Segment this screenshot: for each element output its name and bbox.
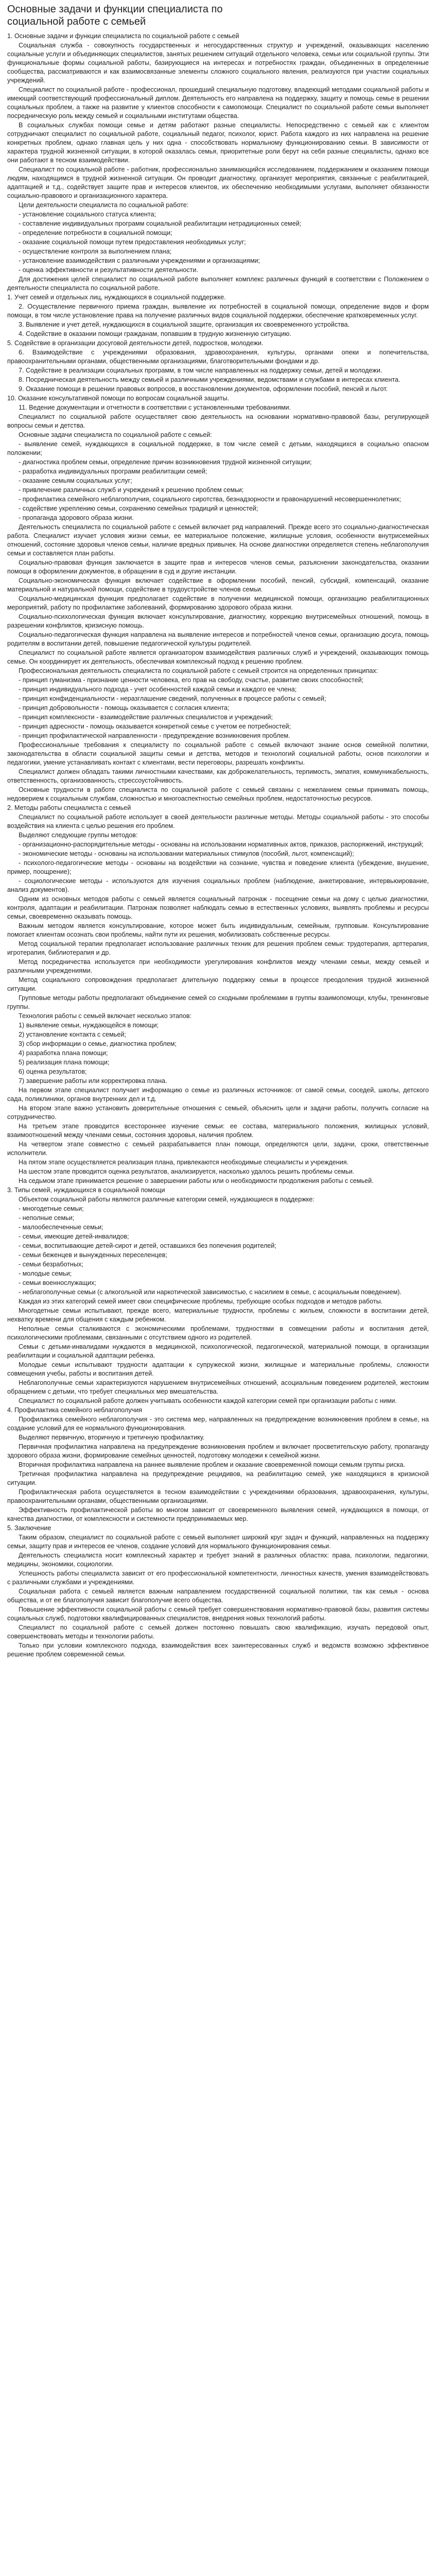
- paragraph: 8. Посредническая деятельность между семьей и различными учреждениями, ведомствами и службами в интересах клиента.: [19, 376, 400, 383]
- paragraph: 9. Оказание помощи в решении правовых вопросов, в восстановлении документов, оформлении пособий, пенсий и льгот.: [19, 385, 388, 393]
- paragraph: - оказание семьям социальных услуг;: [19, 477, 132, 484]
- paragraph: Неблагополучные семьи характеризуются нарушением внутрисемейных отношений, асоциальным поведением родителей, жестоким обращением с детьми, что требует специальных мер вмешательства.: [7, 1379, 429, 1395]
- section-heading: 1. Основные задачи и функции специалиста по социальной работе с семьей: [7, 32, 239, 40]
- paragraph: - установление взаимодействия с различными учреждениями и организациями;: [19, 257, 260, 264]
- paragraph: Профессиональные требования к специалисту по социальной работе с семьей включают знание основ семейной политики, законодательства в области социальной защиты семьи и детства, методов и технологий социальной работы, основ психологии и педагогики, умение устанавливать контакт с клиентами, вести переговоры, разрешать конфликты.: [7, 741, 429, 766]
- paragraph: 7) завершение работы или корректировка плана.: [19, 1077, 167, 1084]
- paragraph: Специалист по социальной работе осуществляет свою деятельность на основании нормативно-правовой базы, регулирующей вопросы семьи и детства.: [7, 413, 429, 429]
- paragraph: Деятельность специалиста по социальной работе с семьей включает ряд направлений. Прежде всего это социально-диагностическая работа. Специалист изучает условия жизни семьи, ее материальное положение, жилищные условия, особенности внутрисемейных отношений, состояние здоровья членов семьи, наличие вредных привычек. На основе диагностики определяется степень неблагополучия семьи и составляется план работы.: [7, 523, 429, 557]
- paragraph: Специалист по социальной работе - профессионал, прошедший специальную подготовку, владеющий методами социальной работы и имеющий соответствующий профессиональный диплом. Деятельность его направлена на поддержку, защиту и помощь семье в решении социальных проблем, а также на развитие у клиентов способности к самопомощи. Специалист по социальной работе семьи выполняет посредническую роль между семьей и социальными институтами общества.: [7, 86, 429, 120]
- paragraph: - неполные семьи;: [19, 1214, 75, 1222]
- paragraph: - молодые семьи;: [19, 1270, 72, 1277]
- paragraph: - принцип адресности - помощь оказывается конкретной семье с учетом ее потребностей;: [19, 723, 291, 730]
- paragraph: Специалист по социальной работе - работник, профессионально занимающийся исследованием, поддержанием и оказанием помощи людям, находящимся в трудной жизненной ситуации. Он проводит диагностику, организует мероприятия, связанные с реабилитацией, адаптацией и т.д., содействует защите прав и интересов клиентов, их обеспечению необходимыми услугами, выполняет обязанности социально-правового и организационного характера.: [7, 166, 429, 199]
- paragraph: - оценка эффективности и результативности деятельности.: [19, 266, 198, 274]
- paragraph: - семьи беженцев и вынужденных переселенцев;: [19, 1251, 167, 1259]
- paragraph: 6. Взаимодействие с учреждениями образования, здравоохранения, культуры, органами опеки и попечительства, правоохранительными органами, общественными организациями, благотворительными фондами и др.: [7, 349, 429, 365]
- paragraph: Специалист по социальной работе является организатором взаимодействия различных служб и учреждений, оказывающих помощь семье. Он координирует их деятельность, обеспечивая комплексный подход к решению проблем.: [7, 649, 429, 665]
- paragraph: На седьмом этапе принимается решение о завершении работы или о необходимости продолжения работы с семьей.: [19, 1177, 374, 1184]
- paragraph: Каждая из этих категорий семей имеет свои специфические проблемы, требующие особых подходов и методов работы.: [19, 1298, 383, 1305]
- paragraph: 7. Содействие в реализации социальных программ, в том числе направленных на поддержку семьи, детей и молодежи.: [19, 367, 382, 374]
- paragraph: - привлечение различных служб и учреждений к решению проблем семьи;: [19, 486, 244, 494]
- page-title: Основные задачи и функции специалиста по социальной работе с семьей: [7, 4, 223, 27]
- paragraph: Специалист должен обладать такими личностными качествами, как доброжелательность, терпимость, эмпатия, коммуникабельность, ответственность, организованность, стрессоустойчивость.: [7, 768, 429, 784]
- paragraph: На втором этапе важно установить доверительные отношения с семьей, объяснить цели и задачи работы, получить согласие на сотрудничество.: [7, 1105, 429, 1121]
- paragraph: Цели деятельности специалиста по социальной работе:: [19, 201, 189, 209]
- paragraph: Групповые методы работы предполагают объединение семей со сходными проблемами в группы взаимопомощи, клубы, тренинговые группы.: [7, 994, 429, 1010]
- paragraph: Основные трудности в работе специалиста по социальной работе с семьей связаны с нежеланием семьи принимать помощь, недоверием к социальным службам, сложностью и многоаспектностью семейных проблем, недостаточностью ресурсов.: [7, 786, 429, 802]
- paragraph: Неполные семьи сталкиваются с экономическими проблемами, трудностями в совмещении работы и воспитания детей, психологическими проблемами, связанными с отсутствием одного из родителей.: [7, 1325, 429, 1341]
- paragraph: 2. Осуществление первичного приема граждан, выявление их потребностей в социальной помощи, определение видов и форм помощи, в том числе установление права на получение различных видов социальной поддержки, обеспечение кратковременных услуг.: [7, 303, 429, 319]
- section-heading: 10. Оказание консультативной помощи по вопросам социальной защиты.: [7, 395, 230, 402]
- paragraph: Специалист по социальной работе с семьей должен постоянно повышать свою квалификацию, изучать передовой опыт, совершенствовать методы и технологии работы.: [7, 1624, 429, 1640]
- paragraph: Профессиональная деятельность специалиста по социальной работе с семьей строится на определенных принципах:: [19, 667, 378, 674]
- paragraph: Социально-психологическая функция включает консультирование, диагностику, коррекцию внутрисемейных отношений, помощь в разрешении конфликтов, кризисную помощь.: [7, 613, 429, 629]
- paragraph: 3) сбор информации о семье, диагностика проблем;: [19, 1040, 177, 1047]
- paragraph: 5) реализация плана помощи;: [19, 1059, 110, 1066]
- paragraph: 4) разработка плана помощи;: [19, 1049, 108, 1057]
- paragraph: 2) установление контакта с семьей;: [19, 1031, 126, 1038]
- paragraph: На третьем этапе проводится всестороннее изучение семьи: ее состава, материального положения, жилищных условий, взаимоотношений между членами семьи, состояния здоровья, наличия проблем.: [7, 1123, 429, 1139]
- paragraph: Семьи с детьми-инвалидами нуждаются в медицинской, психологической, педагогической, материальной помощи, в организации реабилитации и социальной адаптации ребенка.: [7, 1343, 429, 1359]
- paragraph: Первичная профилактика направлена на предупреждение возникновения проблем и включает просветительскую работу, пропаганду здорового образа жизни, формирование семейных ценностей, подготовку молодежи к семейной жизни.: [7, 1443, 429, 1459]
- paragraph: Успешность работы специалиста зависит от его профессиональной компетентности, личностных качеств, умения взаимодействовать с различными службами и учреждениями.: [7, 1570, 429, 1586]
- paragraph: - профилактика семейного неблагополучия, социального сиротства, безнадзорности и правонарушений несовершеннолетних;: [19, 496, 402, 503]
- paragraph: Социальная служба - совокупность государственных и негосударственных структур и учреждений, оказывающих населению социальные услуги и объединяющих специалистов, занятых решением ситуаций отдельного человека, семьи или социальной группы. Эти функциональные формы социальной работы, базирующиеся на интересах и потребностях граждан, объединенных в определенные сообщества, рассматриваются и как взаимосвязанные элементы сложного социального явления, реализуются при участии социальных учреждений.: [7, 42, 429, 84]
- paragraph: - социологические методы - используются для изучения социальных проблем (наблюдение, анкетирование, интервьюирование, анализ документов).: [7, 877, 429, 893]
- paragraph: В социальных службах помощи семье и детям работают разные специалисты. Непосредственно с семьей как с клиентом сотрудничают специалист по социальной работе, социальный педагог, психолог, юрист. Работа каждого из них направлена на решение конкретных проблем, однако главная цель у них одна - способствовать нормальному функционированию семьи. В зависимости от характера трудной жизненной ситуации, в которой оказалась семья, приоритетные роли берут на себя разные специалисты, однако все они работают в тесном взаимодействии.: [7, 122, 429, 164]
- paragraph: Таким образом, специалист по социальной работе с семьей выполняет широкий круг задач и функций, направленных на поддержку семьи, защиту прав и интересов ее членов, создание условий для нормального функционирования семьи.: [7, 1534, 429, 1550]
- paragraph: - принцип комплексности - взаимодействие различных специалистов и учреждений;: [19, 714, 273, 721]
- paragraph: - осуществление контроля за выполнением плана;: [19, 248, 172, 255]
- paragraph: - пропаганда здорового образа жизни.: [19, 514, 134, 521]
- paragraph: Социально-правовая функция заключается в защите прав и интересов членов семьи, разъяснении законодательства, оказании помощи в оформлении документов, в обращении в суд и другие инстанции.: [7, 559, 429, 575]
- paragraph: - оказание социальной помощи путем предоставления необходимых услуг;: [19, 239, 246, 246]
- paragraph: Специалист по социальной работе использует в своей деятельности различные методы. Методы социальной работы - это способы воздействия на клиента с целью решения его проблем.: [7, 814, 429, 829]
- paragraph: - принцип профилактической направленности - предупреждение возникновения проблем.: [19, 732, 290, 739]
- paragraph: - семьи, воспитывающие детей-сирот и детей, оставшихся без попечения родителей;: [19, 1242, 276, 1249]
- paragraph: Повышение эффективности социальной работы с семьей требует совершенствования нормативно-правовой базы, развития системы социальных служб, подготовки квалифицированных специалистов, внедрения новых технологий работы.: [7, 1606, 429, 1622]
- paragraph: - содействие укреплению семьи, сохранению семейных традиций и ценностей;: [19, 505, 258, 512]
- section-heading: 3. Типы семей, нуждающихся в социальной помощи: [7, 1187, 165, 1194]
- paragraph: - семьи военнослужащих;: [19, 1279, 96, 1286]
- section-heading: 1. Учет семей и отдельных лиц, нуждающихся в социальной поддержке.: [7, 294, 226, 301]
- paragraph: Социально-педагогическая функция направлена на выявление интересов и потребностей членов семьи, организацию досуга, помощь родителям в воспитании детей, повышение педагогической культуры родителей.: [7, 631, 429, 647]
- paragraph: Молодые семьи испытывают трудности адаптации к супружеской жизни, жилищные и материальные проблемы, сложности совмещения учебы, работы и воспитания детей.: [7, 1361, 429, 1377]
- paragraph: - неблагополучные семьи (с алкогольной или наркотической зависимостью, с насилием в семье, с асоциальным поведением).: [19, 1289, 402, 1296]
- paragraph: - семьи безработных;: [19, 1261, 83, 1268]
- paragraph: Одним из основных методов работы с семьей является социальный патронаж - посещение семьи на дому с целью диагностики, контроля, адаптации и реабилитации. Патронаж позволяет наблюдать семью в естественных условиях, выявлять проблемы и ресурсы семьи, своевременно оказывать помощь.: [7, 895, 429, 920]
- paragraph: 3. Выявление и учет детей, нуждающихся в социальной защите, организация их своевременного устройства.: [19, 321, 350, 328]
- paragraph: Эффективность профилактической работы во многом зависит от своевременного выявления семей, нуждающихся в помощи, от качества диагностики, от комплексности и системности предпринимаемых мер.: [7, 1506, 429, 1522]
- paragraph: 6) оценка результатов;: [19, 1068, 87, 1075]
- paragraph: Важным методом является консультирование, которое может быть индивидуальным, семейным, групповым. Консультирование помогает клиентам осознать свои проблемы, найти пути их решения, мобилизовать собственные ресурсы.: [7, 922, 429, 938]
- paragraph: - экономические методы - основаны на использовании материальных стимулов (пособий, льгот, компенсаций);: [19, 850, 354, 857]
- paragraph: - установление социального статуса клиента;: [19, 211, 156, 218]
- paragraph: 4. Содействие в оказании помощи гражданам, попавшим в трудную жизненную ситуацию.: [19, 330, 291, 337]
- paragraph: Третичная профилактика направлена на предупреждение рецидивов, на реабилитацию семей, уже находящихся в кризисной ситуации.: [7, 1470, 429, 1486]
- paragraph: На пятом этапе осуществляется реализация плана, привлекаются необходимые специалисты и учреждения.: [19, 1159, 349, 1166]
- paragraph: На четвертом этапе совместно с семьей разрабатывается план помощи, определяются цели, задачи, сроки, ответственные исполнители.: [7, 1141, 429, 1157]
- paragraph: Объектом социальной работы являются различные категории семей, нуждающиеся в поддержке:: [19, 1196, 315, 1203]
- paragraph: 1) выявление семьи, нуждающейся в помощи;: [19, 1022, 159, 1029]
- paragraph: - выявление семей, нуждающихся в социальной поддержке, в том числе семей с детьми, находящихся в социально опасном положении;: [7, 440, 429, 456]
- paragraph: Метод социального сопровождения предполагает длительную поддержку семьи в процессе преодоления трудной жизненной ситуации.: [7, 976, 429, 992]
- paragraph: - психолого-педагогические методы - основаны на воздействии на сознание, чувства и поведение клиента (убеждение, внушение, пример, поощрение);: [7, 859, 429, 875]
- paragraph: - принцип гуманизма - признание ценности человека, его прав на свободу, счастье, развитие своих способностей;: [19, 676, 364, 684]
- paragraph: 11. Ведение документации и отчетности в соответствии с установленными требованиями.: [19, 404, 291, 411]
- paragraph: Многодетные семьи испытывают, прежде всего, материальные трудности, проблемы с жильем, сложности в воспитании детей, нехватку времени для общения с каждым ребенком.: [7, 1307, 429, 1323]
- paragraph: На первом этапе специалист получает информацию о семье из различных источников: от самой семьи, соседей, школы, детского сада, поликлиники, органов внутренних дел и т.д.: [7, 1087, 429, 1103]
- paragraph: Профилактика семейного неблагополучия - это система мер, направленных на предупреждение возникновения проблем в семье, на создание условий для ее нормального функционирования.: [7, 1416, 429, 1432]
- paragraph: Только при условии комплексного подхода, взаимодействия всех заинтересованных служб и ведомств возможно эффективное решение проблем современной семьи.: [7, 1642, 429, 1658]
- paragraph: Профилактическая работа осуществляется в тесном взаимодействии с учреждениями образования, здравоохранения, культуры, правоохранительными органами, общественными организациями.: [7, 1488, 429, 1504]
- paragraph: - диагностика проблем семьи, определение причин возникновения трудной жизненной ситуации;: [19, 459, 312, 466]
- section-heading: 5. Заключение: [7, 1524, 51, 1532]
- paragraph: Для достижения целей специалист по социальной работе выполняет комплекс различных функций в соответствии с Положением о деятельности специалиста по социальной работе.: [7, 276, 429, 292]
- paragraph: Выделяют следующие группы методов:: [19, 832, 138, 839]
- paragraph: На шестом этапе проводится оценка результатов, анализируется, насколько удалось решить проблемы семьи.: [19, 1168, 355, 1175]
- section-heading: 4. Профилактика семейного неблагополучия: [7, 1406, 143, 1414]
- paragraph: Социально-медицинская функция предполагает содействие в получении медицинской помощи, организацию реабилитационных мероприятий, работу по профилактике заболеваний, формированию здорового образа жизни.: [7, 595, 429, 611]
- document-body: [7, 32, 429, 1659]
- paragraph: - составление индивидуальных программ социальной реабилитации нетрадиционных семей;: [19, 220, 302, 227]
- paragraph: - разработка индивидуальных программ реабилитации семей;: [19, 468, 207, 475]
- section-heading: 5. Содействие в организации досуговой деятельности детей, подростков, молодежи.: [7, 340, 264, 347]
- paragraph: - определение потребности в социальной помощи;: [19, 229, 172, 236]
- paragraph: Выделяют первичную, вторичную и третичную профилактику.: [19, 1434, 205, 1441]
- paragraph: Вторичная профилактика направлена на раннее выявление проблем и оказание своевременной помощи семьям группы риска.: [19, 1461, 406, 1468]
- paragraph: - семьи, имеющие детей-инвалидов;: [19, 1233, 129, 1240]
- paragraph: Метод социальной терапии предполагает использование различных техник для решения проблем семьи: трудотерапия, арттерапия, игротерапия, библиотерапия и др.: [7, 940, 429, 956]
- paragraph: - малообеспеченные семьи;: [19, 1224, 103, 1231]
- paragraph: Социальная работа с семьей является важным направлением государственной социальной политики, так как семья - основа общества, и от ее благополучия зависит благополучие всего общества.: [7, 1588, 429, 1604]
- paragraph: - принцип добровольности - помощь оказывается с согласия клиента;: [19, 704, 230, 711]
- paragraph: Основные задачи специалиста по социальной работе с семьей:: [19, 431, 212, 438]
- paragraph: - организационно-распорядительные методы - основаны на использовании нормативных актов, приказов, распоряжений, инструкций;: [19, 841, 424, 848]
- section-heading: 2. Методы работы специалиста с семьей: [7, 804, 131, 811]
- paragraph: Метод посредничества используется при необходимости урегулирования конфликтов между членами семьи, между семьей и различными учреждениями.: [7, 958, 429, 974]
- paragraph: Деятельность специалиста носит комплексный характер и требует знаний в различных областях: права, психологии, педагогики, медицины, экономики, социологии.: [7, 1552, 429, 1568]
- paragraph: - многодетные семьи;: [19, 1205, 84, 1212]
- paragraph: Технология работы с семьей включает несколько этапов:: [19, 1012, 192, 1020]
- paragraph: Социально-экономическая функция включает содействие в оформлении пособий, пенсий, субсидий, компенсаций, оказание материальной и натуральной помощи, содействие в трудоустройстве членов семьи.: [7, 577, 429, 593]
- paragraph: - принцип индивидуального подхода - учет особенностей каждой семьи и каждого ее члена;: [19, 686, 297, 693]
- paragraph: - принцип конфиденциальности - неразглашение сведений, полученных в процессе работы с семьей;: [19, 695, 326, 702]
- paragraph: Специалист по социальной работе должен учитывать особенности каждой категории семей при организации работы с ними.: [19, 1397, 397, 1404]
